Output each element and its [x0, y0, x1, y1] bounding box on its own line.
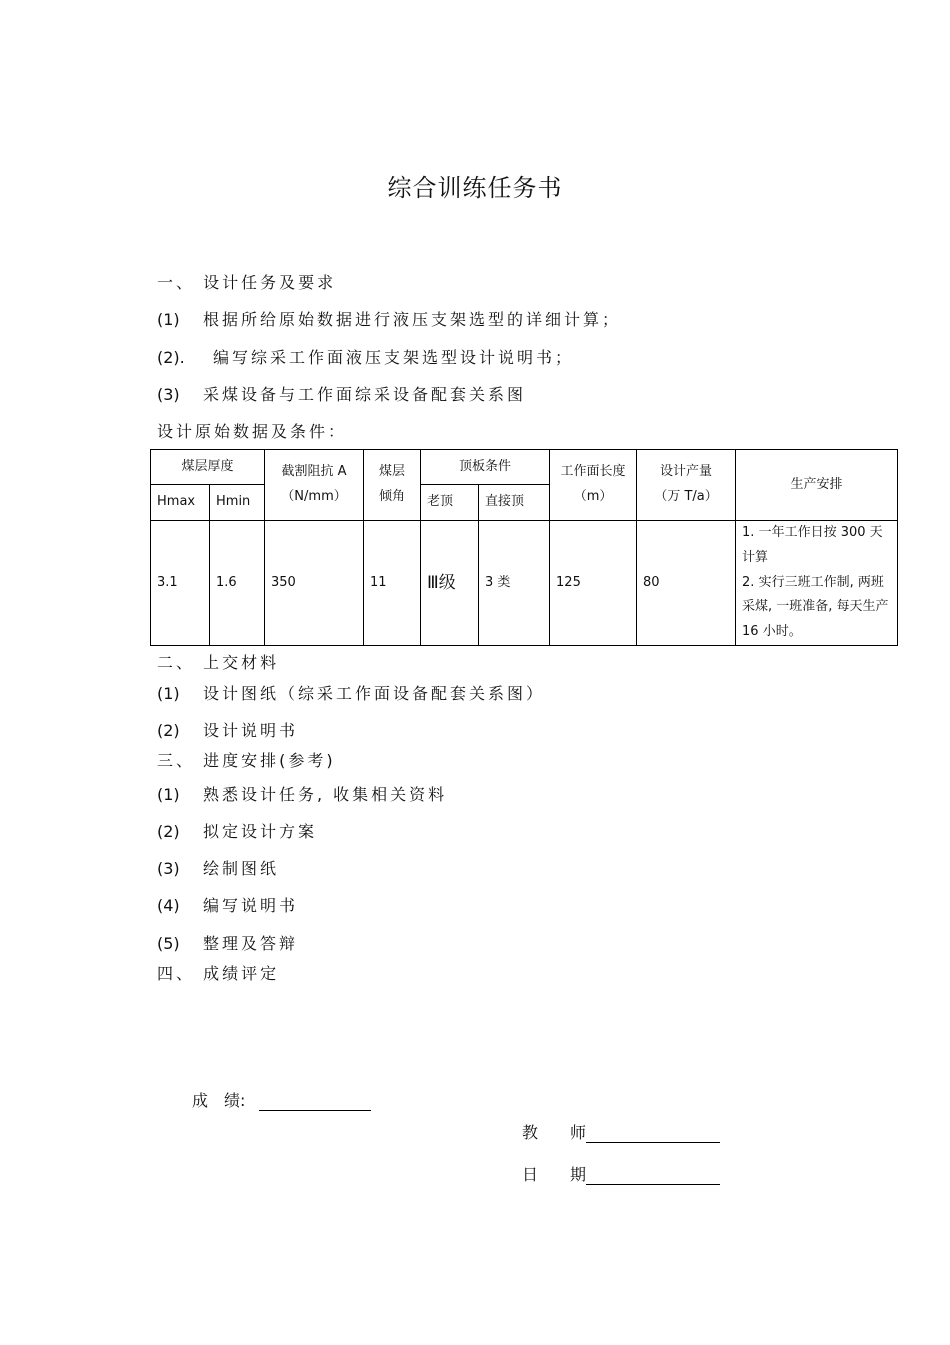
- document-title: 综合训练任务书: [387, 174, 563, 202]
- design-data-table: [150, 449, 898, 646]
- section1-item: [157, 307, 621, 330]
- section3-item: [157, 931, 298, 954]
- section3-item: [157, 893, 298, 916]
- header-old-roof: 老顶: [421, 485, 479, 521]
- header-schedule: 生产安排: [736, 450, 898, 521]
- cell-hmin: 1.6: [210, 521, 265, 646]
- cell-face-length: 125: [550, 521, 637, 646]
- teacher-blank-line: [586, 1123, 720, 1143]
- header-roof-condition: 顶板条件: [421, 450, 550, 485]
- item-text: 设计图纸（综采工作面设备配套关系图）: [203, 684, 546, 703]
- score-field: [192, 1088, 371, 1111]
- section3-item: [157, 819, 317, 842]
- table-row: [151, 521, 898, 646]
- header-face-length: 工作面长度（m）: [550, 450, 637, 521]
- header-hmin: Hmin: [210, 485, 265, 521]
- section2-heading: 二、 上交材料: [157, 653, 280, 672]
- score-blank-line: [259, 1091, 371, 1111]
- section2-item: [157, 681, 545, 704]
- item-number: (1): [157, 785, 180, 804]
- item-number: (5): [157, 934, 180, 953]
- item-number: (3): [157, 385, 180, 404]
- section3-heading: 三、 进度安排(参考): [157, 751, 336, 770]
- cell-direct-roof: 3 类: [479, 521, 550, 646]
- teacher-field: [522, 1120, 720, 1143]
- item-number: (2).: [157, 348, 185, 367]
- teacher-label: 教 师: [522, 1123, 587, 1142]
- header-design-output: 设计产量（万 T/a）: [637, 450, 736, 521]
- item-number: (1): [157, 684, 180, 703]
- date-label: 日 期: [522, 1165, 587, 1184]
- item-number: (2): [157, 822, 180, 841]
- section3-item: [157, 782, 447, 805]
- header-direct-roof: 直接顶: [479, 485, 550, 521]
- schedule-line-2: 2. 实行三班工作制, 两班采煤, 一班准备, 每天生产 16 小时。: [742, 574, 889, 640]
- item-text: 整理及答辩: [203, 934, 299, 953]
- cell-dip-angle: 11: [364, 521, 421, 646]
- score-label: 成 绩:: [192, 1091, 246, 1110]
- item-text: 编写综采工作面液压支架选型设计说明书；: [213, 348, 575, 367]
- cell-schedule: [736, 521, 898, 646]
- header-dip-angle: 煤层倾角: [364, 450, 421, 521]
- cell-design-output: 80: [637, 521, 736, 646]
- item-number: (1): [157, 310, 180, 329]
- item-text: 编写说明书: [203, 896, 299, 915]
- data-caption: 设计原始数据及条件：: [157, 422, 348, 441]
- item-text: 拟定设计方案: [203, 822, 318, 841]
- schedule-line-1: 1. 一年工作日按 300 天计算: [742, 525, 883, 565]
- item-text: 根据所给原始数据进行液压支架选型的详细计算；: [203, 310, 622, 329]
- item-number: (4): [157, 896, 180, 915]
- section1-item: [157, 382, 526, 405]
- header-thickness: 煤层厚度: [151, 450, 265, 485]
- cell-cutting-resistance: 350: [265, 521, 364, 646]
- date-blank-line: [586, 1165, 720, 1185]
- section2-item: [157, 718, 298, 741]
- item-text: 设计说明书: [203, 721, 299, 740]
- cell-hmax: 3.1: [151, 521, 210, 646]
- section1-item: [157, 345, 574, 368]
- section3-item: [157, 856, 279, 879]
- section1-heading: 一、 设计任务及要求: [157, 273, 337, 292]
- section4-heading: 四、 成绩评定: [157, 964, 280, 983]
- item-text: 采煤设备与工作面综采设备配套关系图: [203, 385, 527, 404]
- item-text: 绘制图纸: [203, 859, 280, 878]
- item-number: (2): [157, 721, 180, 740]
- header-cutting-resistance: 截割阻抗 A（N/mm）: [265, 450, 364, 521]
- header-hmax: Hmax: [151, 485, 210, 521]
- date-field: [522, 1162, 720, 1185]
- item-number: (3): [157, 859, 180, 878]
- cell-old-roof: Ⅲ级: [421, 521, 479, 646]
- item-text: 熟悉设计任务, 收集相关资料: [203, 785, 448, 804]
